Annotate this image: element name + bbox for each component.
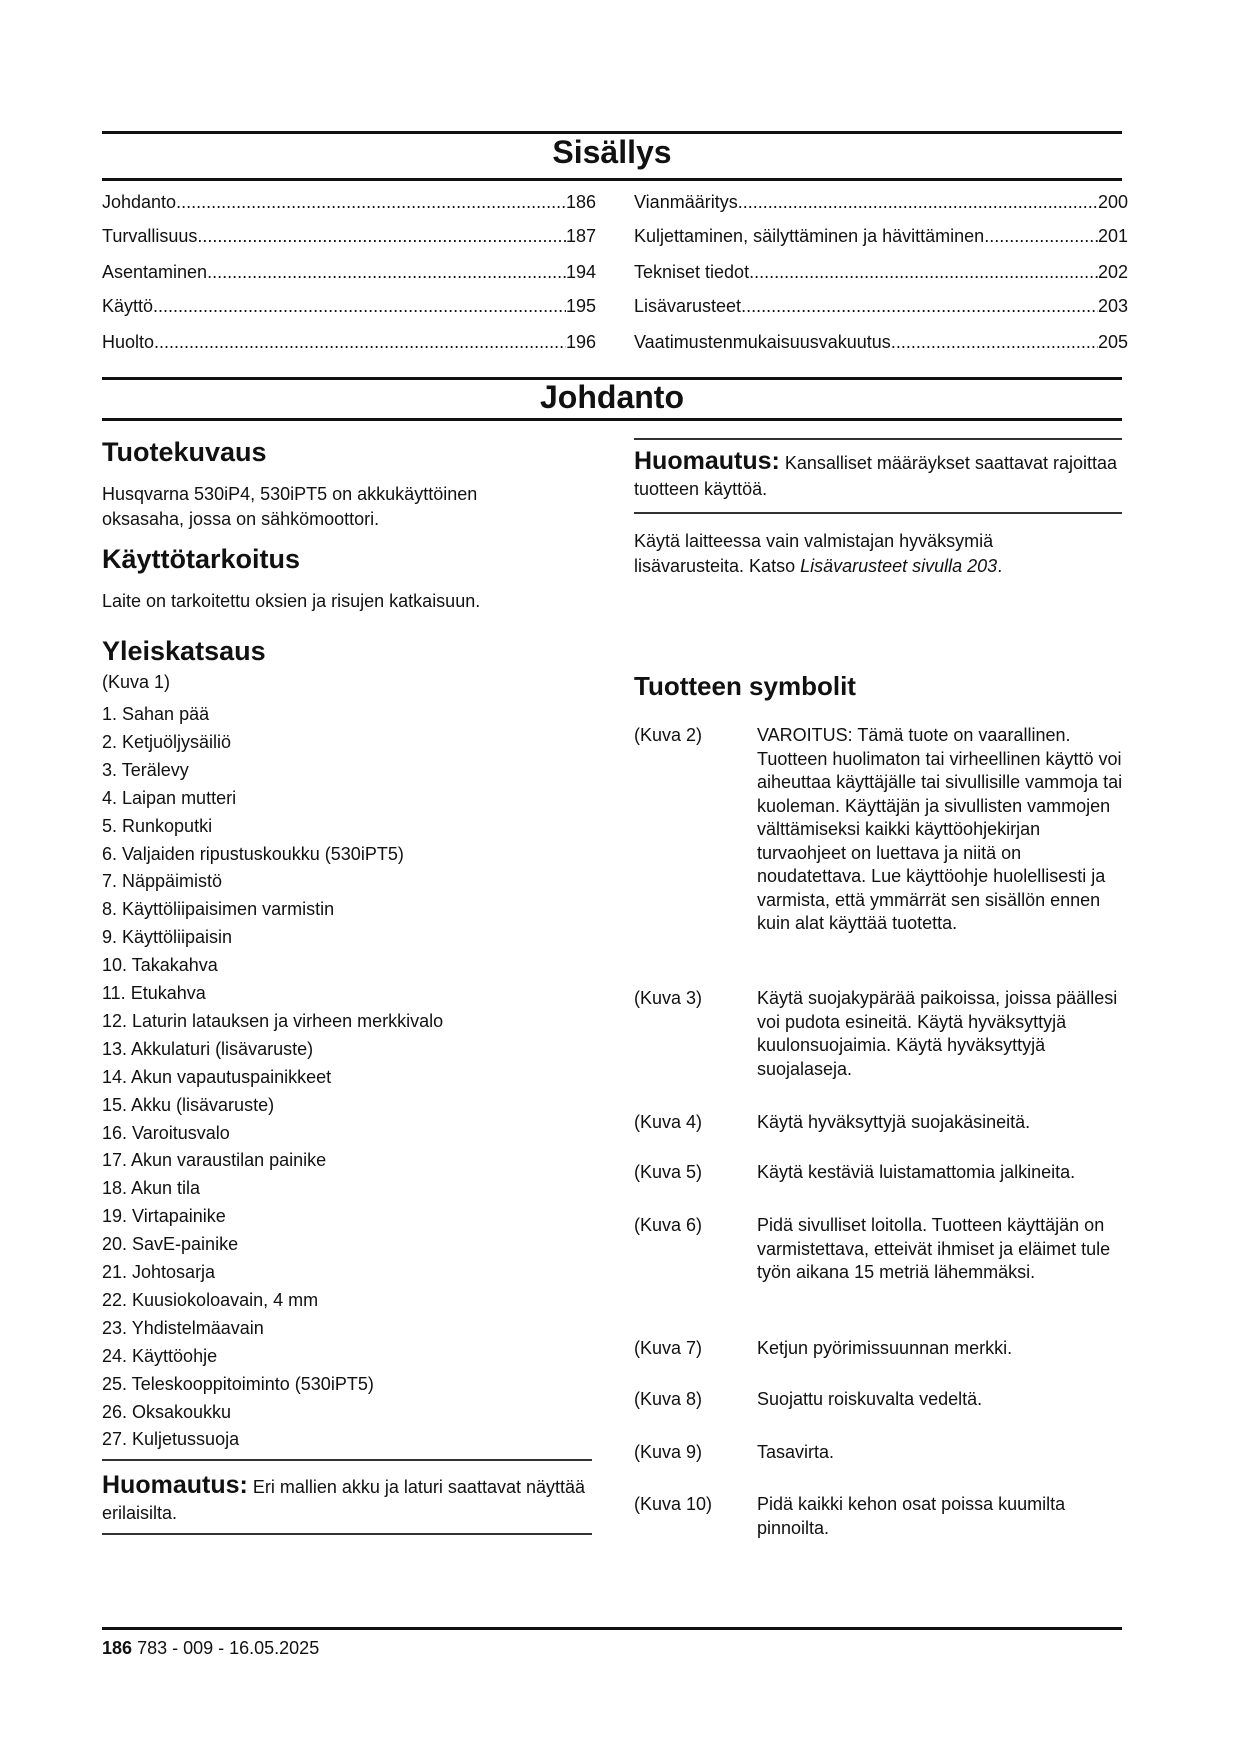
page-number: 186: [102, 1638, 133, 1658]
symbol-figure-ref: (Kuva 9): [634, 1442, 703, 1462]
symbol-description: Käytä hyväksyttyjä suojakäsineitä.: [757, 1112, 1031, 1132]
toc-entry[interactable]: [634, 226, 1128, 247]
divider: [102, 418, 1122, 421]
overview-item: 22. Kuusiokoloavain, 4 mm: [102, 1289, 319, 1310]
overview-item: 3. Terälevy: [102, 759, 189, 780]
symbol-figure-ref: (Kuva 6): [634, 1215, 703, 1235]
toc-entry-label: Lisävarusteet: [634, 296, 742, 316]
kuva-1-ref: (Kuva 1): [102, 672, 171, 692]
symbol-figure-ref: (Kuva 8): [634, 1389, 703, 1409]
symbol-description: Pidä kaikki kehon osat poissa kuumilta pinnoilta.: [757, 1494, 1066, 1538]
overview-item: 16. Varoitusvalo: [102, 1122, 230, 1143]
toc-entry-label: Johdanto: [102, 192, 177, 212]
overview-item: 17. Akun varaustilan painike: [102, 1150, 327, 1171]
overview-item: 8. Käyttöliipaisimen varmistin: [102, 899, 335, 920]
toc-entry[interactable]: [634, 296, 1128, 317]
overview-item: 13. Akkulaturi (lisävaruste): [102, 1038, 314, 1059]
divider: [634, 512, 1122, 514]
overview-item: 5. Runkoputki: [102, 815, 213, 836]
toc-leader-dots: [738, 192, 1098, 213]
toc-entry-page: 186: [565, 192, 596, 212]
overview-item: 19. Virtapainike: [102, 1206, 226, 1227]
overview-item: 12. Laturin latauksen ja virheen merkkivalo: [102, 1010, 444, 1031]
toc-entry-page: 187: [565, 226, 596, 246]
toc-entry-label: Tekniset tiedot: [634, 262, 750, 282]
tuotekuvaus-heading: Tuotekuvaus: [102, 437, 267, 467]
toc-entry-page: 205: [1097, 332, 1128, 352]
overview-item: 20. SavE-painike: [102, 1234, 239, 1255]
toc-leader-dots: [741, 296, 1098, 317]
overview-item: 11. Etukahva: [102, 983, 206, 1003]
toc-entry-page: 200: [1097, 192, 1128, 212]
toc-entry[interactable]: [102, 296, 596, 317]
toc-leader-dots: [154, 332, 566, 353]
toc-leader-dots: [749, 262, 1098, 283]
toc-entry[interactable]: [634, 262, 1128, 283]
accessories-sentence: Käytä laitteessa vain valmistajan hyväksymiä lisävarusteita. Katso: [634, 531, 994, 576]
overview-item: 2. Ketjuöljysäiliö: [102, 731, 232, 752]
overview-item: 18. Akun tila: [102, 1178, 201, 1199]
toc-leader-dots: [207, 262, 566, 283]
overview-item: 4. Laipan mutteri: [102, 787, 237, 808]
note-right: [634, 448, 1122, 502]
overview-item: 21. Johtosarja: [102, 1262, 216, 1282]
symbol-description: Tasavirta.: [757, 1442, 835, 1462]
note-left: [102, 1472, 592, 1526]
toc-leader-dots: [197, 226, 566, 247]
symbol-figure-ref: (Kuva 2): [634, 725, 703, 745]
symbol-figure-ref: (Kuva 5): [634, 1162, 703, 1182]
yleiskatsaus-heading: Yleiskatsaus: [102, 636, 266, 666]
symbol-description: Käytä kestäviä luistamattomia jalkineita.: [757, 1162, 1076, 1182]
tuotekuvaus-text: Husqvarna 530iP4, 530iPT5 on akkukäyttöinen oksasaha, jossa on sähkömoottori.: [102, 484, 478, 529]
accessories-text: [634, 529, 1064, 578]
toc-title: Sisällys: [552, 134, 672, 170]
toc-entry-label: Vianmääritys: [634, 192, 738, 212]
toc-leader-dots: [153, 296, 566, 317]
toc-entry-page: 196: [565, 332, 596, 352]
overview-item: 15. Akku (lisävaruste): [102, 1094, 275, 1115]
toc-entry-page: 202: [1097, 262, 1128, 282]
symbol-description: VAROITUS: Tämä tuote on vaarallinen. Tuotteen huolimaton tai virheellinen käyttö voi aiheuttaa käyttäjälle tai sivullisille vammoja tai kuoleman. Käyttäjän ja sivullisten vammojen välttämiseksi kaikki käyttöohjekirjan turvaohjeet on luettava ja niitä on noudatettava. Lue käyttöohje huolellisesti ja varmista, että ymmärrät sen sisällön ennen kuin alat käyttää tuotetta.: [757, 725, 1123, 933]
toc-entry-page: 195: [565, 296, 596, 316]
overview-item: 27. Kuljetussuoja: [102, 1429, 240, 1450]
overview-item: 26. Oksakoukku: [102, 1401, 232, 1422]
note-label: Huomautus:: [634, 447, 780, 475]
symbol-description: Suojattu roiskuvalta vedeltä.: [757, 1389, 983, 1409]
symbol-description: Pidä sivulliset loitolla. Tuotteen käyttäjän on varmistettava, etteivät ihmiset ja eläimet tule työn aikana 15 metriä lähemmäksi.: [757, 1215, 1111, 1282]
toc-entry[interactable]: [102, 192, 596, 213]
toc-leader-dots: [891, 332, 1098, 353]
toc-entry-label: Vaatimustenmukaisuusvakuutus: [634, 332, 891, 352]
note-label: Huomautus:: [102, 1471, 248, 1499]
toc-entry[interactable]: [102, 226, 596, 247]
divider: [102, 1459, 592, 1461]
overview-item: 24. Käyttöohje: [102, 1345, 218, 1366]
divider: [102, 178, 1122, 181]
section-title: Johdanto: [540, 379, 684, 415]
toc-entry-page: 194: [565, 262, 596, 282]
symbol-description: Ketjun pyörimissuunnan merkki.: [757, 1338, 1013, 1358]
period: .: [997, 555, 1003, 576]
overview-item: 25. Teleskooppitoiminto (530iPT5): [102, 1373, 374, 1394]
kayttotarkoitus-heading: Käyttötarkoitus: [102, 544, 301, 574]
footer: [102, 1638, 319, 1659]
symbol-figure-ref: (Kuva 10): [634, 1494, 713, 1514]
divider: [102, 1533, 592, 1535]
accessories-link[interactable]: Lisävarusteet sivulla 203: [800, 555, 998, 576]
doc-info: 783 - 009 - 16.05.2025: [137, 1638, 320, 1658]
toc-entry-label: Huolto: [102, 332, 155, 352]
overview-item: 7. Näppäimistö: [102, 871, 223, 892]
divider: [634, 438, 1122, 440]
symbol-figure-ref: (Kuva 3): [634, 988, 703, 1008]
toc-entry[interactable]: [102, 332, 596, 353]
symbol-figure-ref: (Kuva 4): [634, 1112, 703, 1132]
toc-entry[interactable]: [102, 262, 596, 283]
kayttotarkoitus-text: Laite on tarkoitettu oksien ja risujen katkaisuun.: [102, 591, 481, 611]
overview-item: 10. Takakahva: [102, 955, 218, 976]
overview-item: 23. Yhdistelmäavain: [102, 1317, 264, 1338]
overview-item: 6. Valjaiden ripustuskoukku (530iPT5): [102, 843, 404, 864]
overview-item: 9. Käyttöliipaisin: [102, 927, 233, 948]
note-text: Eri mallien akku ja laturi saattavat näyttää erilaisilta.: [102, 1477, 586, 1523]
symbols-heading: Tuotteen symbolit: [634, 671, 856, 701]
toc-entry[interactable]: [634, 332, 1128, 353]
toc-entry-page: 201: [1097, 226, 1128, 246]
toc-leader-dots: [984, 226, 1098, 247]
symbol-description: Käytä suojakypärää paikoissa, joissa päällesi voi pudota esineitä. Käytä hyväksyttyjä kuulonsuojaimia. Käytä hyväksyttyjä suojalaseja.: [757, 988, 1118, 1079]
overview-item: 1. Sahan pää: [102, 704, 210, 724]
note-text: Kansalliset määräykset saattavat rajoittaa tuotteen käyttöä.: [634, 453, 1118, 499]
divider: [102, 1627, 1122, 1630]
toc-entry-page: 203: [1097, 296, 1128, 316]
toc-entry-label: Asentaminen: [102, 262, 208, 282]
toc-entry-label: Turvallisuus: [102, 226, 198, 246]
toc-leader-dots: [176, 192, 566, 213]
toc-entry-label: Kuljettaminen, säilyttäminen ja hävittäminen: [634, 226, 985, 246]
overview-item: 14. Akun vapautuspainikkeet: [102, 1066, 332, 1087]
toc-entry[interactable]: [634, 192, 1128, 213]
toc-entry-label: Käyttö: [102, 296, 154, 316]
symbol-figure-ref: (Kuva 7): [634, 1338, 703, 1358]
